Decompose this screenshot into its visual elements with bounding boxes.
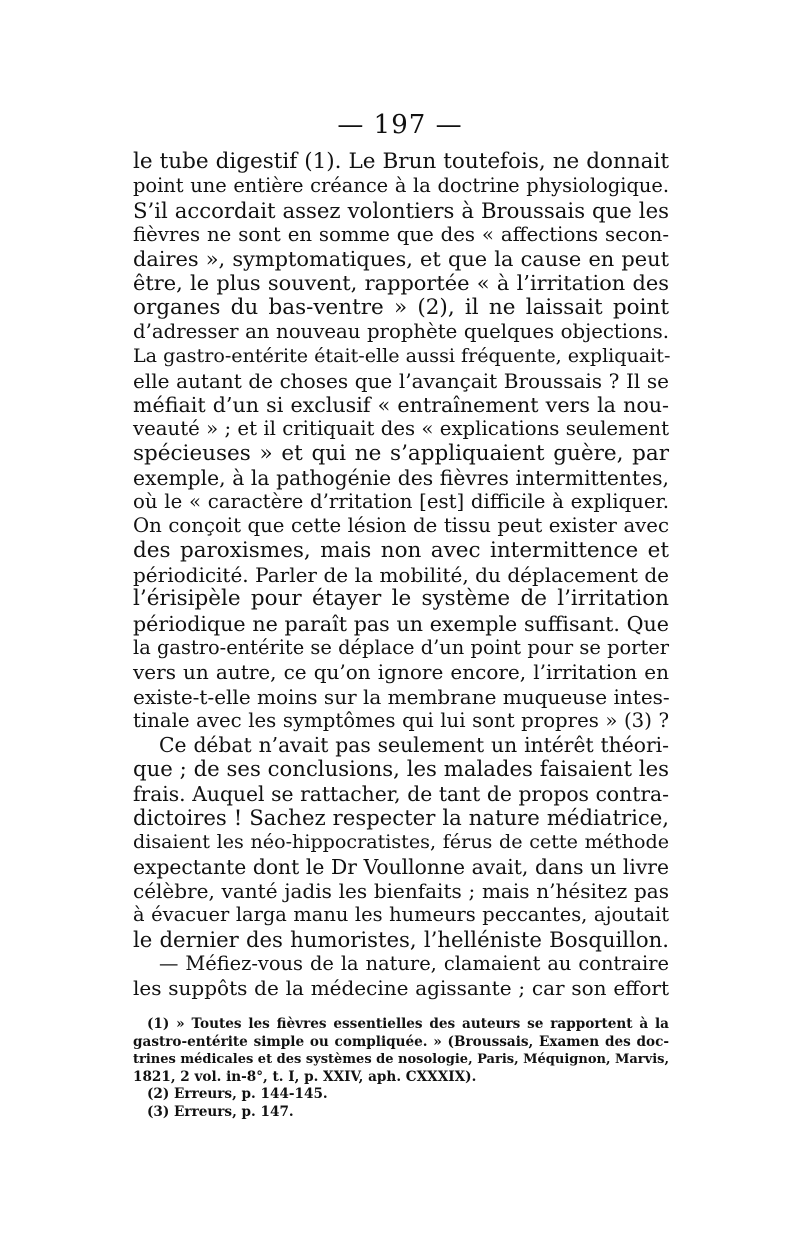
footnote-line: (3) Erreurs, p. 147. — [147, 1103, 294, 1120]
footnote-line: gastro-entérite simple ou compliquée. » (Broussais, Examen des doc- — [133, 1033, 669, 1050]
footnote-line: 1821, 2 vol. in-8°, t. I, p. XXIV, aph. CXXXIX). — [133, 1068, 477, 1085]
text-line: expectante dont le Dr Voullonne avait, dans un livre — [133, 854, 669, 879]
footnotes — [133, 1016, 669, 1121]
text-line: — Méfiez-vous de la nature, clamaient au contraire — [159, 951, 669, 975]
text-line: exemple, à la pathogénie des fièvres intermittentes, — [133, 465, 669, 490]
text-line: d’adresser an nouveau prophète quelques objections. — [133, 320, 669, 344]
text-line: vers un autre, ce qu’on ignore encore, l’irritation en — [133, 660, 669, 685]
text-line: la gastro-entérite se déplace d’un point pour se porter — [133, 635, 669, 659]
text-line: des paroxismes, mais non avec intermittence et — [133, 537, 669, 563]
text-line: dictoires ! Sachez respecter la nature médiatrice, — [133, 805, 669, 831]
text-line: le tube digestif (1). Le Brun toutefois, ne donnait — [133, 149, 669, 174]
text-line: célèbre, vanté jadis les bienfaits ; mais n’hésitez pas — [133, 878, 669, 903]
text-line: existe-t-elle moins sur la membrane muqueuse intes- — [133, 684, 670, 709]
text-line: où le « caractère d’rritation [est] difficile à expliquer. — [133, 490, 669, 514]
text-line: méfiait d’un si exclusif « entraînement vers la nou- — [133, 392, 669, 417]
text-line: daires », symptomatiques, et que la cause en peut — [133, 247, 669, 272]
text-line: frais. Auquel se rattacher, de tant de propos contra- — [133, 781, 669, 806]
text-line: elle autant de choses que l’avançait Broussais ? Il se — [133, 368, 669, 393]
footnote-line: trines médicales et des systèmes de nosologie, Paris, Méquignon, Marvis, — [133, 1052, 669, 1067]
text-line: que ; de ses conclusions, les malades faisaient les — [133, 756, 669, 782]
page-number: — 197 — — [337, 110, 463, 140]
text-line: On conçoit que cette lésion de tissu peut exister avec — [133, 514, 669, 538]
text-line: Ce débat n’avait pas seulement un intérêt théori- — [159, 733, 669, 758]
text-line: S’il accordait assez volontiers à Broussais que les — [133, 197, 669, 223]
text-line: les suppôts de la médecine agissante ; car son effort — [133, 976, 669, 1001]
text-line: disaient les néo-hippocratistes, férus de cette méthode — [133, 830, 669, 854]
text-line: le dernier des humoristes, l’helléniste Bosquillon. — [133, 926, 669, 952]
text-line: veauté » ; et il critiquait des « explications seulement — [133, 417, 669, 441]
text-line: être, le plus souvent, rapportée « à l’irritation des — [133, 271, 669, 296]
text-line: à évacuer larga manu les humeurs peccantes, ajoutait — [133, 903, 669, 927]
text-line: l’érisipèle pour étayer le système de l’irritation — [133, 586, 669, 612]
text-line: spécieuses » et qui ne s’appliquaient guère, par — [133, 440, 669, 466]
footnote-line: (2) Erreurs, p. 144-145. — [147, 1086, 328, 1102]
text-line: fièvres ne sont en somme que des « affections secon- — [133, 222, 669, 246]
text-line: périodique ne paraît pas un exemple suffisant. Que — [133, 611, 669, 636]
text-line: La gastro-entérite était-elle aussi fréquente, expliquait- — [133, 344, 671, 368]
text-line: tinale avec les symptômes qui lui sont propres » (3) ? — [133, 708, 669, 732]
text-line: organes du bas-ventre » (2), il ne laissait point — [133, 294, 669, 320]
body-text — [133, 150, 669, 1000]
footnote-line: (1) » Toutes les fièvres essentielles des auteurs se rapportent à la — [147, 1016, 669, 1032]
text-line: point une entière créance à la doctrine physiologique. — [133, 174, 669, 198]
text-line: périodicité. Parler de la mobilité, du déplacement de — [133, 563, 669, 588]
